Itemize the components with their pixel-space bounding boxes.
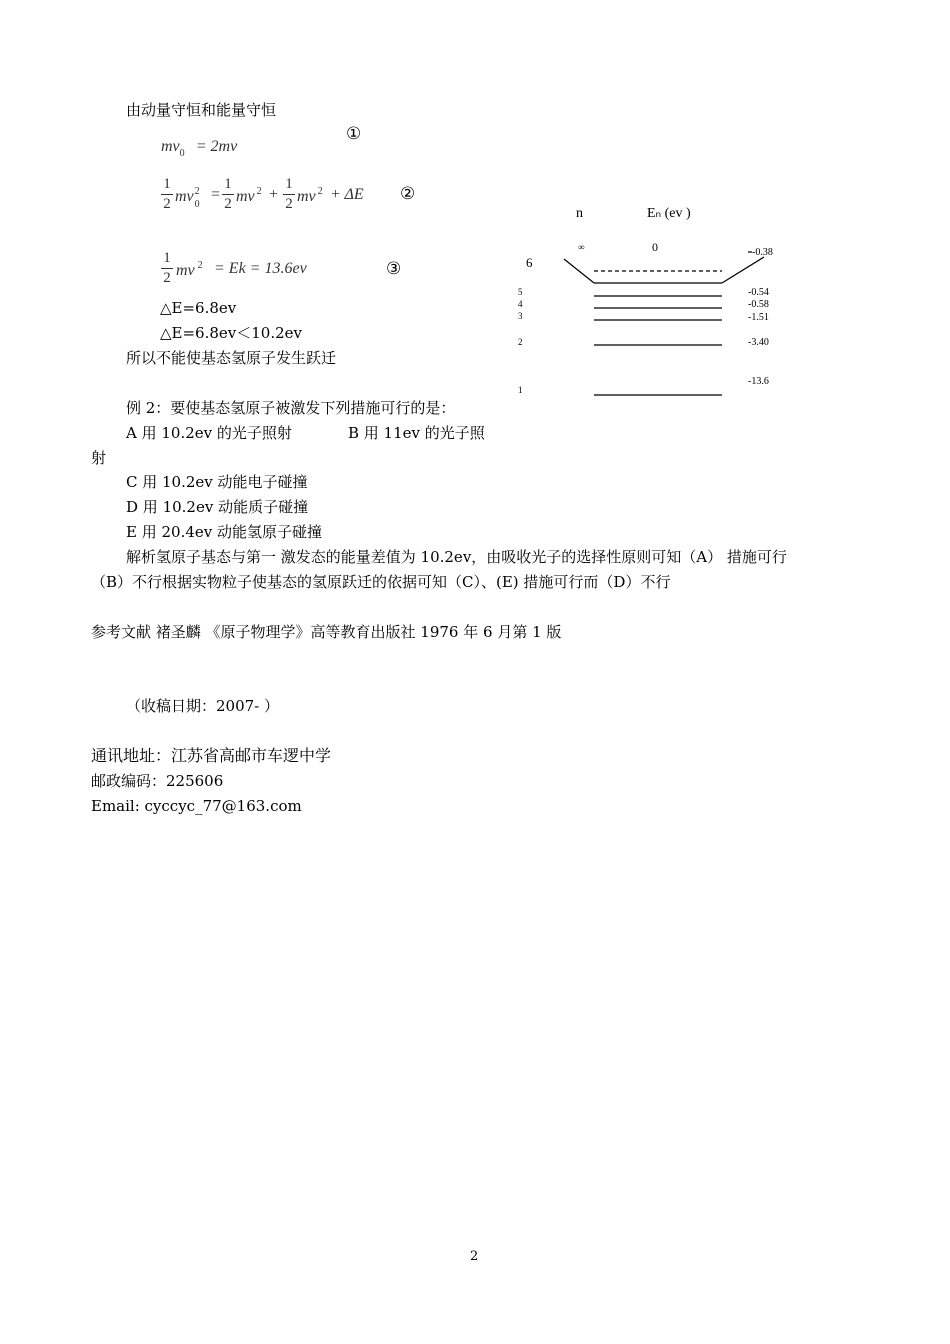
equation-1 (161, 136, 238, 159)
address-line: 通讯地址：江苏省高邮市车逻中学 (91, 746, 332, 765)
email-line: Email: cyccyc_77@163.com (91, 797, 302, 815)
conclusion-line: 所以不能使基态氢原子发生跃迁 (126, 349, 337, 367)
energy-levels (518, 240, 773, 395)
level-energy-label-2: -3.40 (748, 337, 769, 348)
eq2-term-3: mv $^2$ (297, 186, 323, 205)
option-c: C 用 10.2ev 动能电子碰撞 (126, 473, 308, 491)
eq1-lhs: mv (161, 138, 180, 155)
level-energy-label-6: -0.38 (752, 247, 773, 258)
eq3-marker: ③ (386, 259, 402, 279)
level-energy-label-4: -0.58 (748, 299, 769, 310)
eq2-term-1: $mv_0^2$ (175, 186, 200, 210)
eq3-rhs: = Ek = 13.6ev (214, 260, 307, 277)
eq3-frac: 1 2 (161, 250, 173, 287)
level-n-label-2: 2 (518, 337, 523, 347)
page-number: 2 (470, 1249, 479, 1264)
level-energy-label-5: -0.54 (748, 287, 769, 298)
diagram-header-n: n (576, 206, 583, 221)
level-n-label-1: 1 (518, 385, 523, 395)
option-e: E 用 20.4ev 动能氢原子碰撞 (126, 523, 323, 541)
level-energy-label-1: -13.6 (748, 376, 769, 387)
level-energy-label-infinity: 0 (652, 240, 658, 254)
level-energy-label-3: -1.51 (748, 312, 769, 323)
eq2-plus-delta: + ΔE (330, 186, 364, 203)
eq1-marker: ① (346, 124, 362, 144)
level-n-label-infinity: ∞ (578, 242, 585, 252)
level-n-label-3: 3 (518, 311, 523, 321)
intro-line: 由动量守恒和能量守恒 (126, 101, 277, 119)
example-heading: 例 2：要使基态氢原子被激发下列措施可行的是： (126, 399, 456, 417)
eq2-frac-1: 1 2 (161, 176, 173, 213)
delta-compare-line: △E=6.8ev＜10.2ev (160, 324, 303, 342)
eq2-frac-2: 1 2 (222, 176, 234, 213)
diagram-left-edge (564, 259, 594, 283)
eq2-plus: + (269, 186, 279, 203)
eq3-term: mv $^2$ (176, 260, 203, 279)
option-b-wrap: 射 (91, 449, 107, 467)
eq1-rhs: = 2mv (195, 138, 238, 155)
level-n-label-4: 4 (518, 299, 523, 309)
level-n-label-5: 5 (518, 287, 523, 297)
level-n-label-6: 6 (526, 255, 533, 270)
postcode-line: 邮政编码：225606 (91, 772, 224, 790)
eq2-frac-3: 1 2 (283, 176, 295, 213)
analysis-line-1: 解析氢原子基态与第一 激发态的能量差值为 10.2ev，由吸收光子的选择性原则可知（A） 措施可行 (126, 548, 787, 566)
received-date: （收稿日期：2007- ） (126, 697, 280, 715)
reference-line: 参考文献 褚圣麟 《原子物理学》高等教育出版社 1976 年 6 月第 1 版 (91, 623, 562, 641)
energy-level-diagram (500, 195, 800, 410)
eq2-equals: = (210, 186, 221, 203)
analysis-line-2: （B）不行根据实物粒子使基态的氢原跃迁的依据可知（C）、(E) 措施可行而（D）不行 (91, 573, 671, 591)
eq1-lhs-sub: 0 (179, 148, 185, 159)
eq2-marker: ② (400, 184, 416, 204)
option-b: B 用 11ev 的光子照 (348, 424, 485, 442)
option-a: A 用 10.2ev 的光子照射 (126, 424, 292, 442)
diagram-right-edge (722, 257, 764, 283)
diagram-header-energy: Eₙ (ev ) (647, 206, 691, 221)
eq2-term-2: mv $^2$ (236, 186, 262, 205)
option-d: D 用 10.2ev 动能质子碰撞 (126, 498, 309, 516)
delta-e-line: △E=6.8ev (160, 299, 237, 317)
